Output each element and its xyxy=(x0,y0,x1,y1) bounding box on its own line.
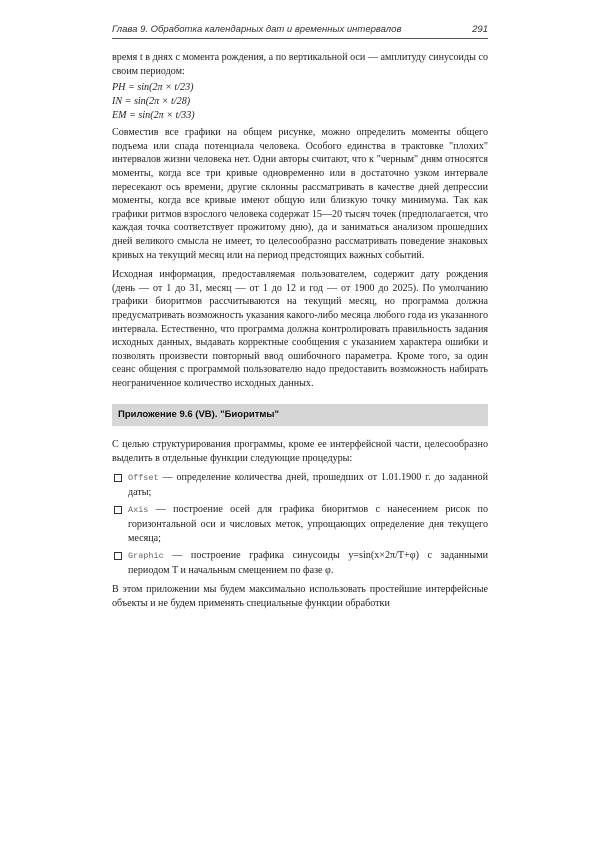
function-name: Axis xyxy=(128,505,149,516)
paragraph-graphs: Совместив все графики на общем рисунке, можно определить моменты общего подъема или спада потенциала человека. Особого единства в трактовке "плохих" интервалов жизни человека нет. Одни авторы считают, что к "черным" дням относятся моменты, когда все три кривые одновременно или в достаточно узком интервале пересекают ось времени, другие склонны рассматривать в качестве дней депрессии моменты, когда все кривые имеют общую или близкую точку минимума. Так как графики ритмов взрослого человека содержат 15—20 тысяч точек (предполагается, что каждая точка соответствует прожитому дню), да и заниматься анализом прошедших дней великого смысла не имеет, то целесообразно рассматривать поведение знаковых кривых на текущий месяц или на период предстоящих важных событий. xyxy=(112,127,488,261)
list-item xyxy=(112,549,488,577)
formula-block xyxy=(112,81,488,123)
chapter-title: Глава 9. Обработка календарных дат и временных интервалов xyxy=(112,24,402,35)
list-item xyxy=(112,503,488,545)
list-item xyxy=(112,471,488,499)
function-list xyxy=(112,471,488,577)
formula-in: IN = sin(2π × t/28) xyxy=(112,96,191,108)
page-number: 291 xyxy=(472,24,488,35)
formula-ph: PH = sin(2π × t/23) xyxy=(112,82,194,94)
appendix-heading: Приложение 9.6 (VB). "Биоритмы" xyxy=(112,404,488,426)
closing-paragraph: В этом приложении мы будем максимально использовать простейшие интерфейсные объекты и не будем применять специальные функции обработки xyxy=(112,584,488,609)
function-desc: — построение графика синусоиды y=sin(x×2π/T+φ) с заданными периодом T и начальным смещением по фазе φ. xyxy=(128,550,488,576)
paragraph-input-data: Исходная информация, предоставляемая пользователем, содержит дату рождения (день — от 1 до 31, месяц — от 1 до 12 и год — от 1900 до 2025). По умолчанию графики биоритмов рассчитываются на текущий месяц, но программа должна предусматривать возможность указания какого-либо месяца любого года из указанного интервала. Естественно, что программа должна контролировать правильность задания исходных данных, выдавать корректные сообщения с указанием характера ошибки и позволять произвести повторный ввод ошибочного параметра. Кроме того, за один сеанс общения с программой пользователю надо предоставить возможность набирать неограниченное количество исходных данных. xyxy=(112,269,488,389)
page-header xyxy=(112,24,488,39)
function-name: Offset xyxy=(128,473,159,484)
section-intro: С целью структурирования программы, кроме ее интерфейсной части, целесообразно выделить в отдельные функции следующие процедуры: xyxy=(112,439,488,464)
checkbox-bullet-icon xyxy=(114,506,122,514)
function-desc: — определение количества дней, прошедших от 1.01.1900 г. до заданной даты; xyxy=(128,472,488,498)
checkbox-bullet-icon xyxy=(114,474,122,482)
book-page xyxy=(112,24,488,611)
intro-paragraph: время t в днях с момента рождения, а по вертикальной оси — амплитуду синусоиды со своим периодом: xyxy=(112,52,488,77)
function-name: Graphic xyxy=(128,551,164,562)
function-desc: — построение осей для графика биоритмов с нанесением рисок по горизонтальной оси и числовых меток, упрощающих определение дня текущего месяца; xyxy=(128,504,488,544)
formula-em: EM = sin(2π × t/33) xyxy=(112,110,195,122)
checkbox-bullet-icon xyxy=(114,552,122,560)
page-body xyxy=(112,51,488,611)
